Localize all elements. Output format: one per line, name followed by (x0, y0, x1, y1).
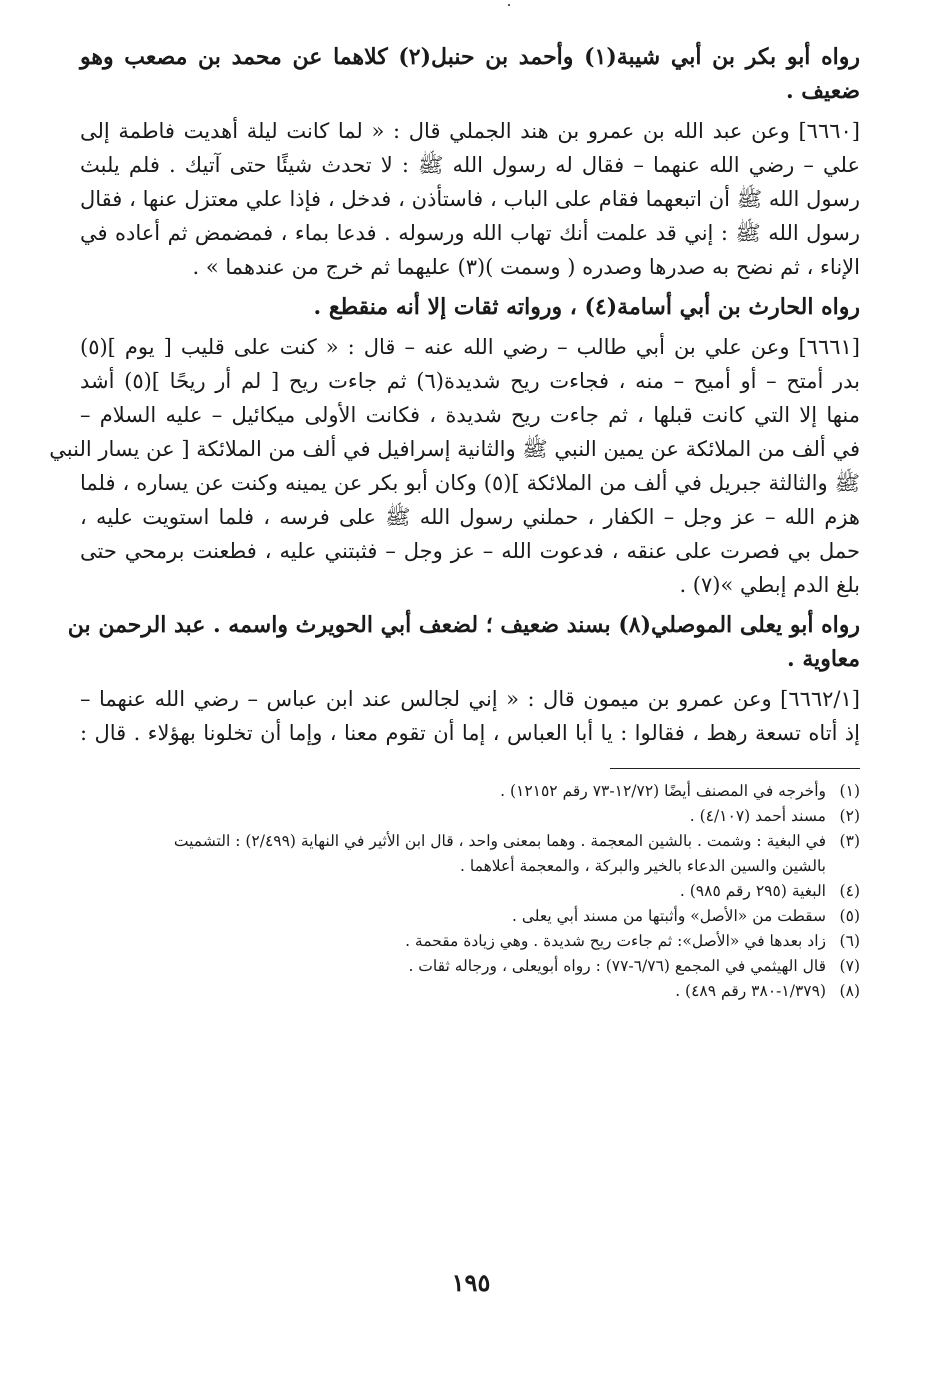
text-line: رسول الله ﷺ : إني قد علمت أنك تهاب الله ورسوله . فدعا بماء ، فمضمض ثم أعاده في (80, 221, 860, 245)
text-line: هزم الله – عز وجل – الكفار ، حملني رسول الله ﷺ على فرسه ، فلما استويت عليه ، (80, 505, 860, 529)
hadith-6661-source (67, 608, 860, 676)
footnote (80, 929, 860, 954)
text-line: بلغ الدم إبطي »(٧) . (679, 573, 860, 597)
page-number: ١٩٥ (451, 1268, 491, 1297)
footnote (80, 804, 860, 829)
footnote-text: قال الهيثمي في المجمع (٦/٧٦-٧٧) : رواه أبويعلى ، ورجاله ثقات . (408, 957, 826, 975)
footnote-continuation: بالشين والسين الدعاء بالخير والبركة ، والمعجمة أعلاهما . (460, 857, 826, 875)
intro-paragraph (80, 40, 860, 108)
footnote-text: وأخرجه في المصنف أيضًا (١٢/٧٢-٧٣ رقم ١٢١٥٢) . (500, 782, 826, 800)
footnote-number: (٢) (839, 807, 860, 825)
footnote (80, 954, 860, 979)
text-line: حمل بي فصرت على عنقه ، فدعوت الله – عز وجل – فثبتني عليه ، فطعنت برمحي حتى (80, 539, 860, 563)
text-line: [٦٦٦١] وعن علي بن أبي طالب – رضي الله عنه – قال : « كنت على قليب [ يوم ](٥) (80, 335, 860, 359)
footnote-number: (١) (839, 782, 860, 800)
hadith-6661 (49, 330, 861, 602)
text-line: ﷺ والثالثة جبريل في ألف من الملائكة ](٥) وكان أبو بكر عن يمينه وكنت عن يساره ، فلما (80, 471, 861, 495)
footnote (80, 779, 860, 804)
footnote-number: (٧) (839, 957, 860, 975)
footnote-divider (610, 768, 860, 769)
text-line: [٦٦٦٢/١] وعن عمرو بن ميمون قال : « إني لجالس عند ابن عباس – رضي الله عنهما – (80, 687, 860, 711)
hadith-6660 (80, 114, 860, 284)
text-line: رسول الله ﷺ أن اتبعهما فقام على الباب ، فاستأذن ، فدخل ، فإذا علي معتزل عنها ، فقال (80, 187, 860, 211)
text-line: في ألف من الملائكة عن يمين النبي ﷺ والثانية إسرافيل في ألف من الملائكة [ عن يسار النبي (49, 437, 860, 461)
text-line: [٦٦٦٠] وعن عبد الله بن عمرو بن هند الجملي قال : « لما كانت ليلة أهديت فاطمة إلى (80, 119, 860, 143)
text-line: بدر أمتح – أو أميح – منه ، فجاءت ريح شديدة(٦) ثم جاءت ريح [ لم أر ريحًا ](٥) أشد (80, 369, 860, 393)
footnotes (80, 779, 860, 1004)
hadith-6662 (80, 682, 860, 750)
text-line: إذ أتاه تسعة رهط ، فقالوا : يا أبا العباس ، إما أن تقوم معنا ، وإما أن تخلونا بهؤلاء . قال : (80, 721, 860, 745)
footnote-number: (٣) (839, 832, 860, 850)
footnote (80, 904, 860, 929)
footnote-number: (٨) (839, 982, 860, 1000)
source-line: رواه الحارث بن أبي أسامة(٤) ، ورواته ثقات إلا أنه منقطع . (313, 294, 860, 320)
text-line: الإناء ، ثم نضح به صدرها وصدره ( وسمت )(٣) عليهما ثم خرج من عندهما » . (192, 255, 860, 279)
source-line: معاوية . (787, 646, 860, 672)
text-line: علي – رضي الله عنهما – فقال له رسول الله ﷺ : لا تحدث شيئًا حتى آتيك . فلم يلبث (80, 153, 860, 177)
footnote-number: (٦) (839, 932, 860, 950)
footnote-number: (٥) (839, 907, 860, 925)
footnote (80, 829, 860, 854)
footnote-number: (٤) (839, 882, 860, 900)
footnote-text: سقطت من «الأصل» وأثبتها من مسند أبي يعلى . (512, 907, 826, 925)
hadith-6660-source (80, 290, 860, 324)
scan-speck (508, 4, 510, 6)
text-line: رواه أبو بكر بن أبي شيبة(١) وأحمد بن حنبل(٢) كلاهما عن محمد بن مصعب وهو (80, 44, 860, 70)
footnote-text: مسند أحمد (٤/١٠٧) . (689, 807, 826, 825)
footnote-text: في البغية : وشمت . بالشين المعجمة . وهما بمعنى واحد ، قال ابن الأثير في النهاية (٢/٤٩٩) : التشميت (173, 832, 826, 850)
source-line: رواه أبو يعلى الموصلي(٨) بسند ضعيف ؛ لضعف أبي الحويرث واسمه . عبد الرحمن بن (67, 612, 860, 638)
footnote (80, 979, 860, 1004)
footnote-text: (١/٣٧٩-٣٨٠ رقم ٤٨٩) . (675, 982, 826, 1000)
footnote-text: البغية (٢٩٥ رقم ٩٨٥) . (679, 882, 826, 900)
text-line: ضعيف . (785, 78, 860, 104)
text-line: منها إلا التي كانت قبلها ، ثم جاءت ريح شديدة ، فكانت الأولى ميكائيل – عليه السلام – (80, 403, 860, 427)
footnote-text: زاد بعدها في «الأصل»: ثم جاءت ريح شديدة . وهي زيادة مقحمة . (405, 932, 826, 950)
footnote (80, 879, 860, 904)
